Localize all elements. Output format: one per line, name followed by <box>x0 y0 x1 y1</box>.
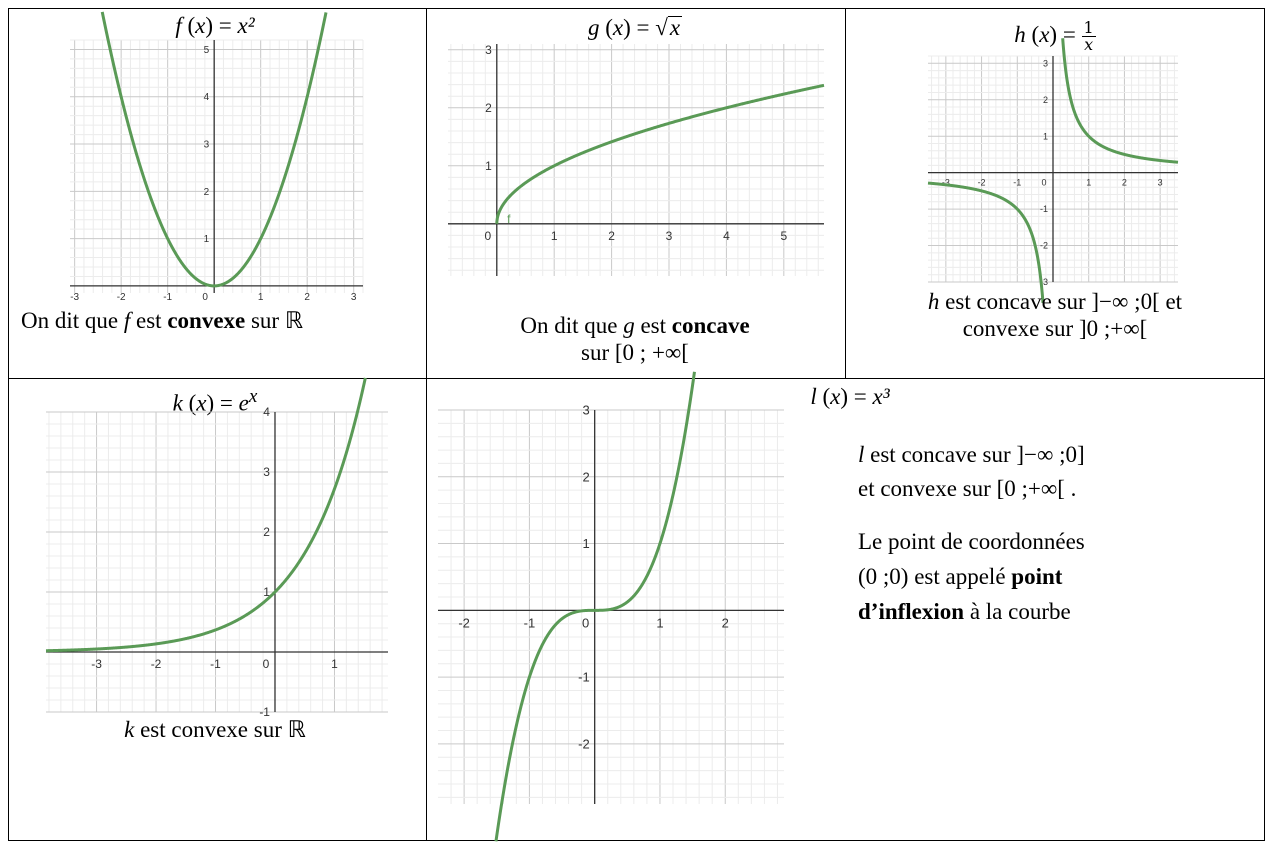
y-tick-label: 2 <box>263 525 270 540</box>
table-border-right <box>1264 8 1265 841</box>
f-title: f (x) = x² <box>175 13 255 38</box>
y-tick-label: 2 <box>203 186 210 198</box>
x-tick-label: 1 <box>257 291 264 303</box>
y-tick-label: -1 <box>259 705 270 720</box>
table-border-left <box>8 8 9 841</box>
x-tick-label: -1 <box>163 291 173 303</box>
y-tick-label: 4 <box>263 405 270 420</box>
y-tick-label: 1 <box>263 585 270 600</box>
y-tick-label: -3 <box>1039 277 1048 288</box>
x-tick-label: 2 <box>1121 177 1127 188</box>
g-caption: On dit que g est concave sur [0 ; +∞[ <box>520 313 750 365</box>
chart-g <box>448 44 824 276</box>
y-tick-label: 1 <box>485 159 492 173</box>
x-tick-label: 2 <box>721 615 729 631</box>
x-tick-label: 0 <box>1041 177 1047 188</box>
x-tick-label: -3 <box>91 657 102 671</box>
h-title: h (x) = $\frac{1}{x}$ <box>1014 18 1094 55</box>
x-tick-label: 3 <box>350 291 357 303</box>
x-tick-label: 0 <box>202 291 208 303</box>
y-tick-label: -2 <box>578 736 590 752</box>
x-tick-label: -2 <box>116 291 126 303</box>
x-tick-label: -2 <box>977 177 986 188</box>
x-tick-label: 3 <box>665 228 673 243</box>
x-tick-label: 1 <box>331 657 338 671</box>
x-tick-label: 3 <box>1157 177 1163 188</box>
y-tick-label: 3 <box>1042 58 1048 69</box>
cell-divider-2 <box>845 8 846 379</box>
x-tick-label: 5 <box>780 228 788 243</box>
table-border-bottom <box>8 840 1265 841</box>
y-tick-label: 2 <box>582 469 590 485</box>
y-tick-label: 3 <box>203 139 210 151</box>
x-tick-label: -1 <box>210 657 221 671</box>
h-caption: h est concave sur ]−∞ ;0[ et convexe sur ]0 ;+∞[ <box>927 289 1183 341</box>
x-tick-label: -3 <box>941 177 950 188</box>
k-caption: k est convexe sur ℝ <box>124 717 306 742</box>
curve-label: f <box>507 211 511 226</box>
l-description: l est concave sur ]−∞ ;0] et convexe sur [0 ;+∞[ . <box>858 442 1085 501</box>
y-tick-label: -1 <box>1039 204 1048 215</box>
chart-f <box>70 40 363 303</box>
y-tick-label: 1 <box>582 536 590 552</box>
y-tick-label: 4 <box>203 92 210 104</box>
table-border-middle <box>8 378 1265 379</box>
y-tick-label: -2 <box>1039 240 1048 251</box>
table-border-top <box>8 8 1265 9</box>
x-tick-label: 1 <box>1086 177 1092 188</box>
y-tick-label: 5 <box>203 44 210 56</box>
x-tick-label: 1 <box>550 228 558 243</box>
g-title: g (x) = √x <box>587 15 681 40</box>
function-curve <box>46 378 365 651</box>
chart-l <box>438 402 784 804</box>
x-tick-label: 2 <box>304 291 310 303</box>
y-tick-label: 1 <box>203 234 210 246</box>
x-tick-label: 0 <box>262 657 270 671</box>
x-tick-label: 0 <box>484 228 492 243</box>
l-title: l (x) = x³ <box>810 384 890 409</box>
chart-k <box>46 405 388 720</box>
chart-h <box>928 56 1178 288</box>
y-tick-label: 2 <box>485 101 492 115</box>
l-inflection-note: Le point de coordonnées (0 ;0) est appelé point d’inflexion à la courbe <box>858 529 1085 624</box>
f-caption: On dit que f est convexe sur ℝ <box>21 308 304 333</box>
y-tick-label: 3 <box>582 402 590 418</box>
cell-divider-1 <box>426 8 427 841</box>
x-tick-label: -1 <box>1013 177 1022 188</box>
x-tick-label: -3 <box>70 291 80 303</box>
y-tick-label: 2 <box>1042 94 1048 105</box>
function-curve <box>928 183 1043 303</box>
x-tick-label: -2 <box>150 657 162 671</box>
x-tick-label: 0 <box>582 615 590 631</box>
y-tick-label: -1 <box>578 669 590 685</box>
y-tick-label: 3 <box>485 43 492 57</box>
x-tick-label: 1 <box>656 615 664 631</box>
x-tick-label: 2 <box>608 228 615 243</box>
x-tick-label: -1 <box>523 615 536 631</box>
x-tick-label: -2 <box>458 615 470 631</box>
k-title: k $(x) = e^x$ <box>172 386 258 416</box>
x-tick-label: 4 <box>723 228 730 243</box>
y-tick-label: 3 <box>263 465 270 480</box>
y-tick-label: 1 <box>1042 131 1048 142</box>
